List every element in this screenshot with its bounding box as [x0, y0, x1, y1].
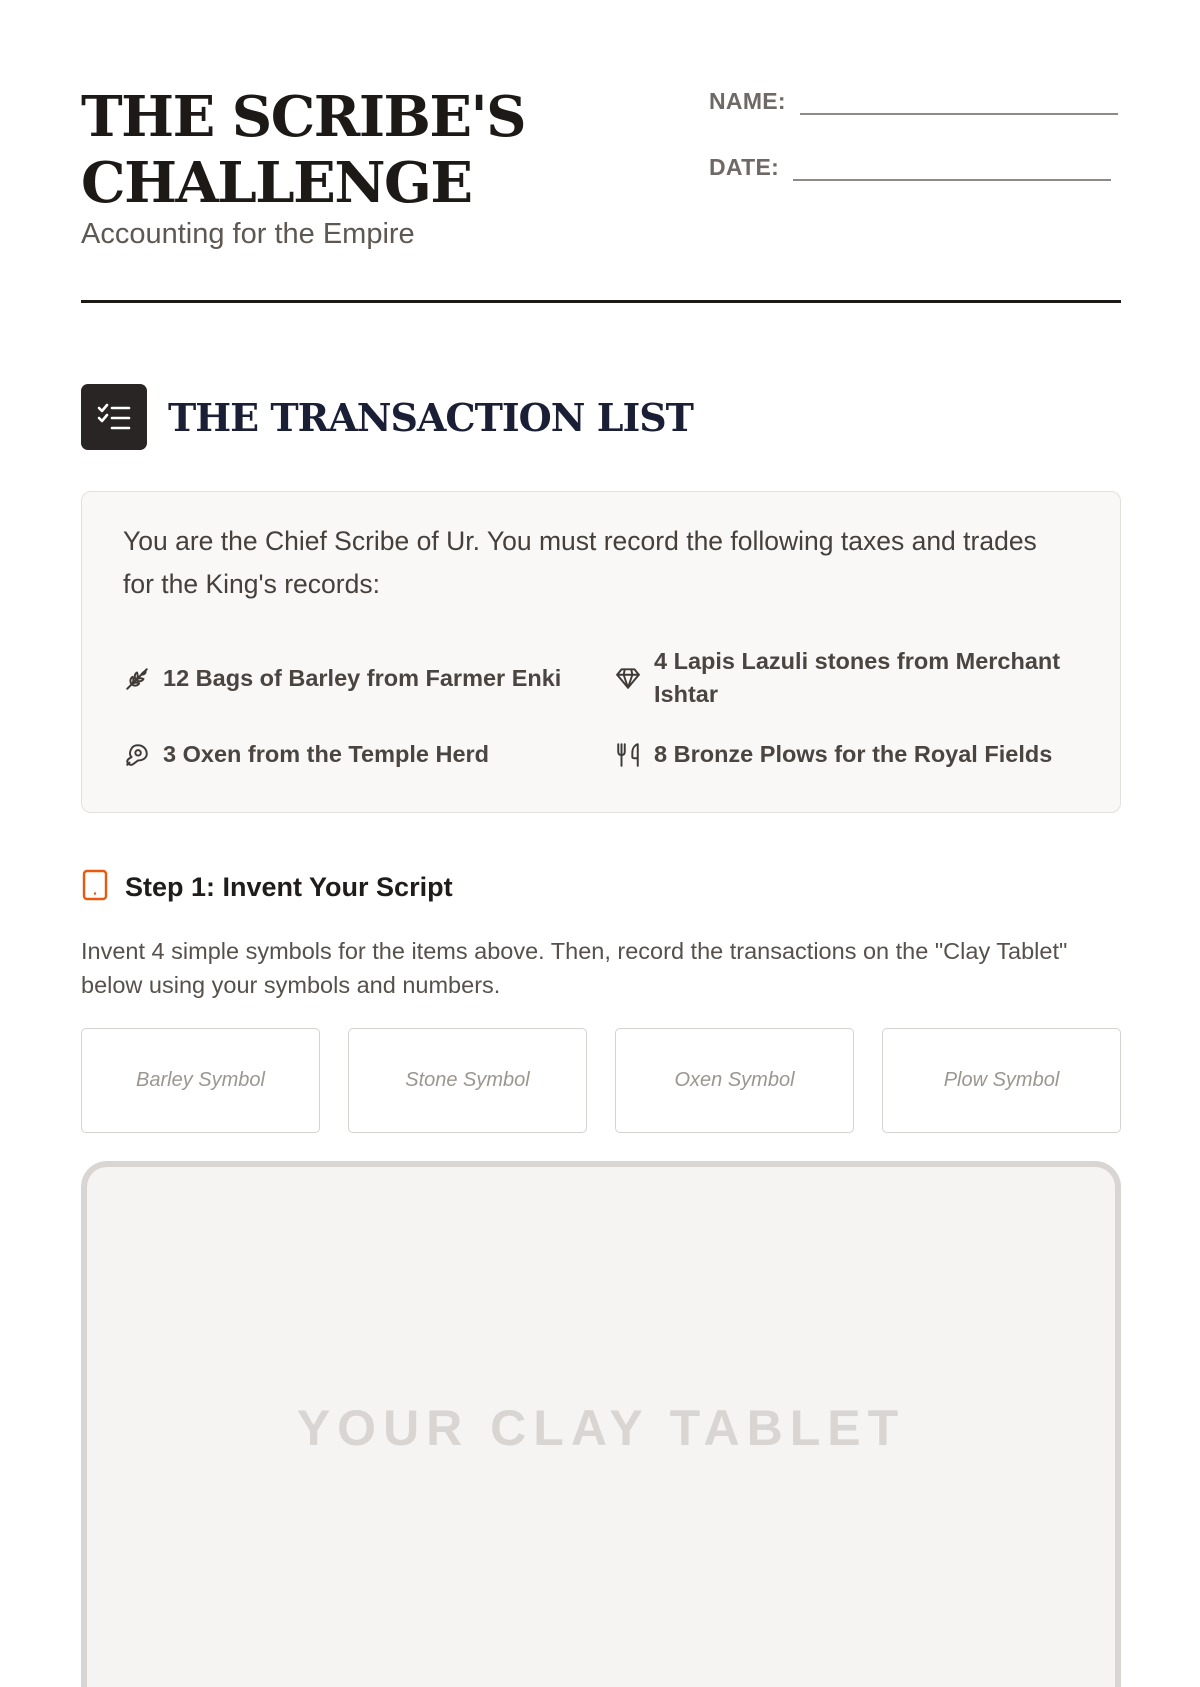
date-label: DATE: — [709, 154, 780, 180]
worksheet-header — [81, 0, 1121, 303]
title-line-2: CHALLENGE — [81, 150, 472, 216]
wheat-icon — [123, 665, 151, 693]
date-blank-line[interactable] — [793, 157, 1111, 181]
step-1-description: Invent 4 simple symbols for the items above. Then, record the transactions on the "Clay Tablet" below using your symbols and numbers. — [81, 938, 1068, 998]
tablet-icon — [81, 869, 109, 906]
name-field — [709, 88, 1118, 115]
symbol-box-label: Plow Symbol — [943, 1069, 1060, 1091]
transaction-text: 4 Lapis Lazuli stones from Merchant Ishtar — [654, 648, 1061, 707]
step-1-heading — [81, 869, 453, 906]
transaction-list-heading — [81, 384, 693, 450]
transaction-item — [123, 738, 489, 771]
transaction-text: 12 Bags of Barley from Farmer Enki — [163, 665, 562, 691]
date-field — [709, 154, 1111, 181]
oxen-symbol-box[interactable] — [615, 1028, 854, 1133]
beef-icon — [123, 741, 151, 769]
symbol-box-label: Oxen Symbol — [674, 1069, 795, 1091]
transaction-item — [614, 738, 1052, 771]
stone-symbol-box[interactable] — [348, 1028, 587, 1133]
clay-tablet-label: YOUR CLAY TABLET — [296, 1400, 906, 1456]
symbol-box-label: Stone Symbol — [405, 1069, 530, 1091]
transaction-card — [81, 491, 1121, 813]
worksheet-page — [81, 0, 1121, 1456]
symbol-boxes — [81, 1028, 1121, 1133]
worksheet-subtitle: Accounting for the Empire — [81, 218, 415, 250]
name-blank-line[interactable] — [800, 91, 1118, 115]
title-line-1: THE SCRIBE'S — [81, 84, 526, 150]
name-label: NAME: — [709, 88, 786, 114]
plow-symbol-box[interactable] — [882, 1028, 1121, 1133]
transaction-item — [614, 645, 1084, 711]
utensils-icon — [614, 741, 642, 769]
gem-icon — [614, 664, 642, 692]
barley-symbol-box[interactable] — [81, 1028, 320, 1133]
transaction-item — [123, 662, 561, 695]
clay-tablet-area[interactable] — [81, 1161, 1121, 1687]
card-intro-text: You are the Chief Scribe of Ur. You must record the following taxes and trades for the King's records: — [123, 526, 1037, 599]
transaction-text: 3 Oxen from the Temple Herd — [163, 741, 490, 767]
header-divider — [81, 300, 1121, 303]
worksheet-title — [81, 84, 525, 216]
transaction-text: 8 Bronze Plows for the Royal Fields — [654, 741, 1053, 767]
section-title: THE TRANSACTION LIST — [168, 394, 693, 440]
step-1-title: Step 1: Invent Your Script — [125, 872, 453, 902]
symbol-box-label: Barley Symbol — [136, 1069, 265, 1091]
checklist-icon — [81, 384, 147, 450]
